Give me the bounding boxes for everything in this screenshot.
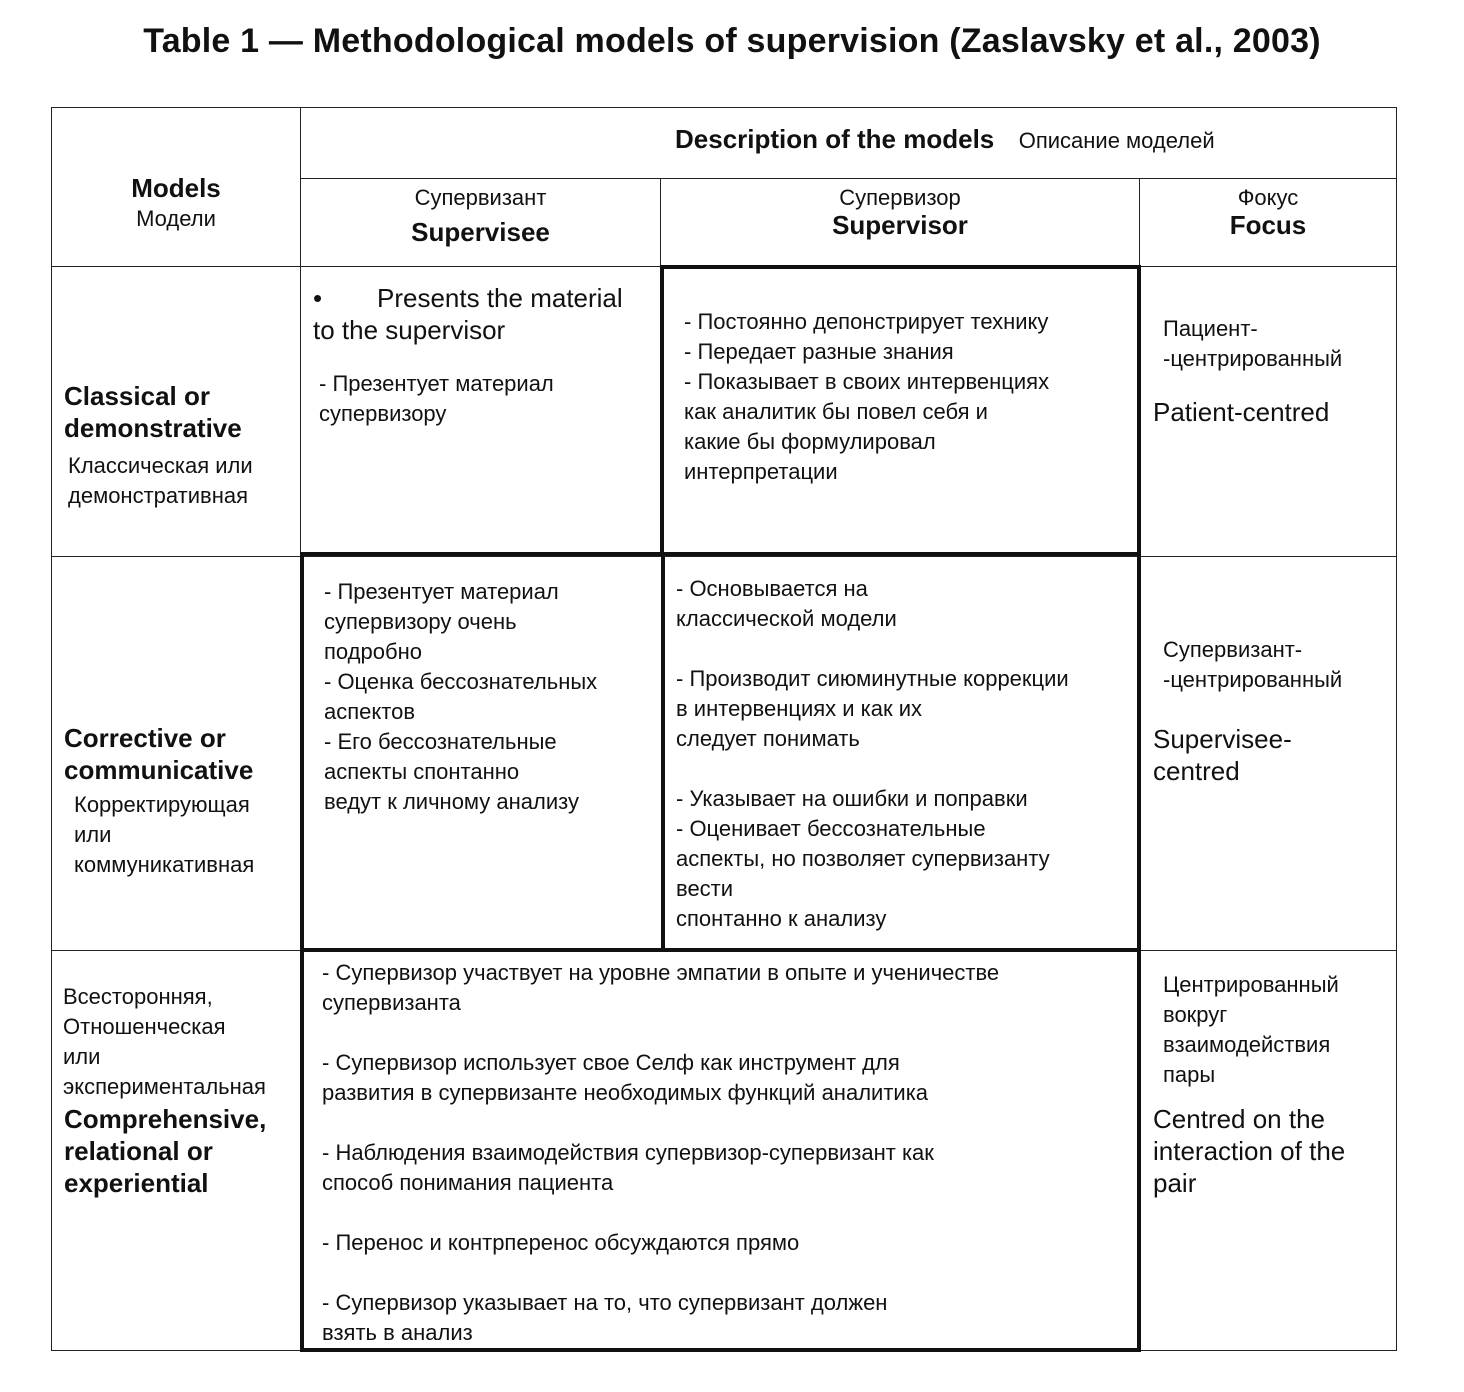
supervisor-header xyxy=(660,184,1140,238)
models-header-ru: Модели xyxy=(136,206,216,231)
supervisee-classical-en xyxy=(313,282,658,346)
supervisee-corrective: - Презентует материал супервизору очень подробно - Оценка бессознательных аспектов - Его бессознательные аспекты спонтанно ведут к личному анализу xyxy=(324,579,598,814)
table-border-right xyxy=(1396,107,1397,1351)
table-border-top xyxy=(51,107,1397,108)
divider-row2-supervisee xyxy=(661,556,665,950)
focus-header-en: Focus xyxy=(1229,210,1307,240)
supervisor-classical: - Постоянно депонстрирует технику - Передает разные знания - Показывает в своих интервенциях как аналитик бы повел себя и какие бы формулировал интерпретации xyxy=(684,309,1050,484)
focus-comprehensive-ru: Центрированный вокруг взаимодействия пары xyxy=(1163,972,1339,1087)
focus-classical-en: Patient-centred xyxy=(1153,397,1330,427)
focus-comprehensive-en: Centred on the interaction of the pair xyxy=(1153,1104,1346,1198)
models-header xyxy=(51,172,301,234)
supervisee-header-ru: Супервизант xyxy=(414,185,547,210)
description-header xyxy=(675,124,1215,155)
supervisor-header-en: Supervisor xyxy=(832,210,968,240)
focus-header-ru: Фокус xyxy=(1237,185,1299,210)
supervisee-classical-en-line1: Presents the material xyxy=(377,283,623,313)
supervisee-classical-ru: - Презентует материал супервизору xyxy=(319,371,554,426)
focus-header xyxy=(1139,184,1397,238)
focus-corrective-en: Supervisee- centred xyxy=(1153,724,1292,786)
divider-description-header xyxy=(300,178,1397,179)
page-title: Table 1 — Methodological models of supervision (Zaslavsky et al., 2003) xyxy=(143,22,1321,60)
bullet-icon: • xyxy=(313,283,323,313)
model-name-classical: Classical or demonstrative xyxy=(64,381,242,443)
model-name-corrective: Corrective or communicative xyxy=(64,723,254,785)
focus-classical-ru: Пациент- -центрированный xyxy=(1163,316,1343,371)
supervisor-header-ru: Супервизор xyxy=(839,185,961,210)
supervisor-corrective: - Основывается на классической модели - Производит сиюминутные коррекции в интервенциях и как их следует понимать - Указывает на ошибки и поправки - Оценивает бессознательные аспекты, но позволяет супервизанту вести спонтанно к анализу xyxy=(676,576,1069,931)
model-name-classical-ru: Классическая или демонстративная xyxy=(68,453,253,508)
supervisee-header-en: Supervisee xyxy=(411,217,550,247)
model-name-corrective-ru: Корректирующая или коммуникативная xyxy=(74,792,255,877)
comprehensive-description: - Супервизор участвует на уровне эмпатии в опыте и ученичестве супервизанта - Супервизор использует свое Селф как инструмент для развития в супервизанте необходимых функций аналитика - Наблюдения взаимодействия супервизор-супервизант как способ понимания пациента - Перенос и контрперенос обсуждаются прямо - Супервизор указывает на то, что супервизант должен взять в анализ xyxy=(322,960,1000,1345)
description-header-en: Description of the models xyxy=(675,124,995,154)
supervisee-header xyxy=(300,184,661,252)
model-name-comprehensive-ru: Всесторонняя, Отношенческая или экспериментальная xyxy=(63,984,266,1099)
description-header-ru: Описание моделей xyxy=(1018,128,1215,153)
supervisee-classical-en-line2: to the supervisor xyxy=(313,315,506,345)
models-header-en: Models xyxy=(131,173,221,203)
model-name-comprehensive: Comprehensive, relational or experiential xyxy=(64,1104,267,1198)
focus-corrective-ru: Супервизант- -центрированный xyxy=(1163,637,1343,692)
table-border-left xyxy=(51,107,52,1351)
